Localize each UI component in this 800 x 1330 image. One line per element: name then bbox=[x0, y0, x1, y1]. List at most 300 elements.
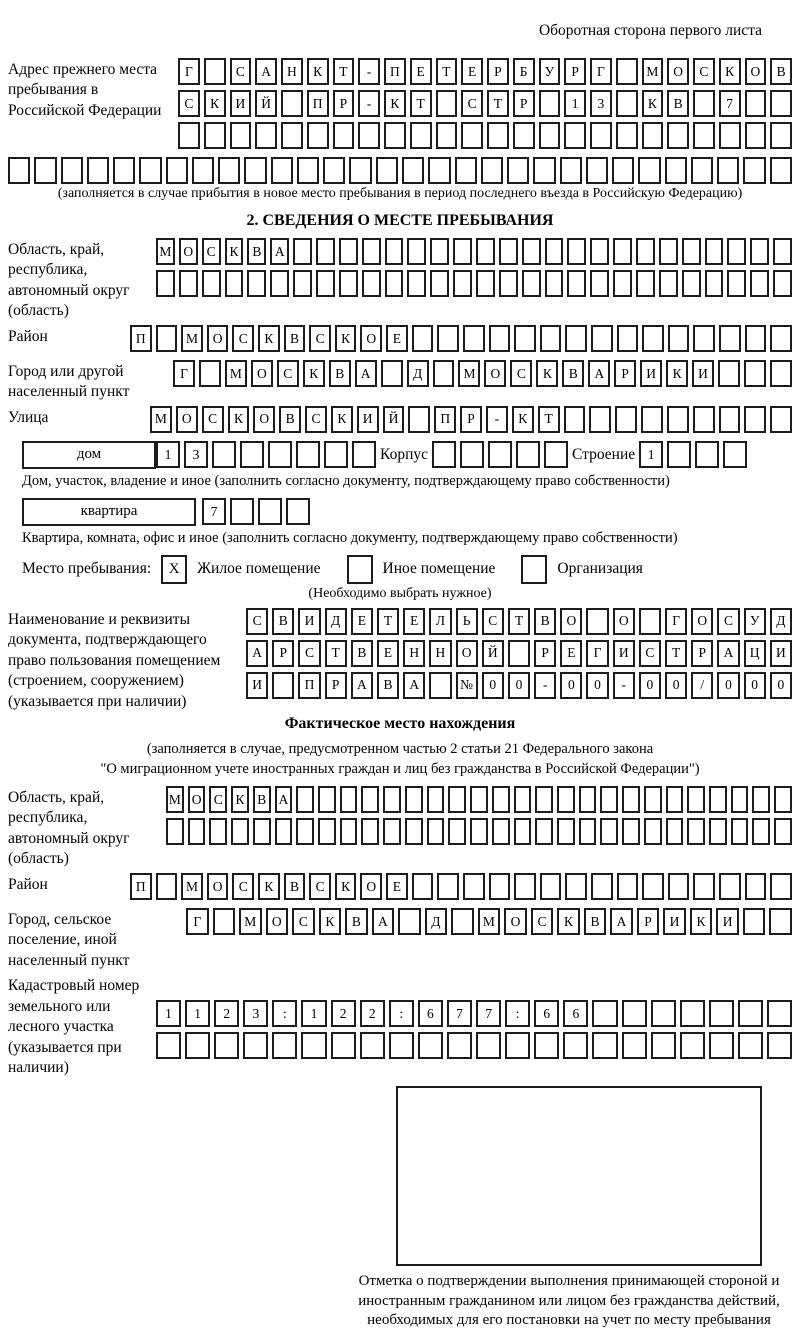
char-cell[interactable] bbox=[745, 325, 767, 352]
char-cell[interactable] bbox=[34, 157, 56, 184]
char-cell[interactable] bbox=[361, 818, 379, 845]
char-cell[interactable]: К bbox=[719, 58, 741, 85]
char-cell[interactable]: Е bbox=[351, 608, 373, 635]
char-cell[interactable] bbox=[557, 818, 575, 845]
char-cell[interactable] bbox=[507, 157, 529, 184]
char-cell[interactable]: Т bbox=[508, 608, 530, 635]
char-cell[interactable] bbox=[564, 122, 586, 149]
char-cell[interactable] bbox=[616, 58, 638, 85]
char-cell[interactable] bbox=[489, 325, 511, 352]
char-cell[interactable] bbox=[579, 818, 597, 845]
char-cell[interactable] bbox=[539, 90, 561, 117]
char-cell[interactable]: П bbox=[298, 672, 320, 699]
char-cell[interactable]: 2 bbox=[360, 1000, 385, 1027]
char-cell[interactable]: В bbox=[345, 908, 368, 935]
char-cell[interactable] bbox=[693, 122, 715, 149]
char-cell[interactable]: К bbox=[258, 325, 280, 352]
char-cell[interactable]: М bbox=[181, 325, 203, 352]
char-cell[interactable]: А bbox=[270, 238, 289, 265]
char-cell[interactable]: О bbox=[667, 58, 689, 85]
char-cell[interactable] bbox=[437, 325, 459, 352]
char-cell[interactable] bbox=[651, 1032, 676, 1059]
char-cell[interactable] bbox=[412, 325, 434, 352]
char-cell[interactable]: К bbox=[666, 360, 688, 387]
char-cell[interactable] bbox=[667, 406, 689, 433]
char-cell[interactable]: М bbox=[642, 58, 664, 85]
char-cell[interactable] bbox=[204, 58, 226, 85]
char-cell[interactable]: Т bbox=[665, 640, 687, 667]
char-cell[interactable] bbox=[429, 672, 451, 699]
char-cell[interactable]: В bbox=[284, 873, 306, 900]
char-cell[interactable] bbox=[773, 238, 792, 265]
char-cell[interactable] bbox=[448, 818, 466, 845]
char-cell[interactable]: 0 bbox=[508, 672, 530, 699]
char-cell[interactable]: С bbox=[178, 90, 200, 117]
char-cell[interactable] bbox=[487, 122, 509, 149]
char-cell[interactable] bbox=[192, 157, 214, 184]
char-cell[interactable]: 3 bbox=[590, 90, 612, 117]
char-cell[interactable] bbox=[8, 157, 30, 184]
char-cell[interactable] bbox=[770, 406, 792, 433]
char-cell[interactable]: Р bbox=[333, 90, 355, 117]
char-cell[interactable] bbox=[275, 818, 293, 845]
char-cell[interactable] bbox=[202, 270, 221, 297]
char-cell[interactable]: П bbox=[384, 58, 406, 85]
char-cell[interactable]: В bbox=[279, 406, 301, 433]
char-cell[interactable]: В bbox=[377, 672, 399, 699]
char-cell[interactable] bbox=[331, 1032, 356, 1059]
char-cell[interactable] bbox=[513, 122, 535, 149]
char-cell[interactable] bbox=[499, 270, 518, 297]
char-cell[interactable] bbox=[514, 325, 536, 352]
char-cell[interactable]: Р bbox=[614, 360, 636, 387]
char-cell[interactable]: О bbox=[484, 360, 506, 387]
char-cell[interactable]: Р bbox=[513, 90, 535, 117]
char-cell[interactable] bbox=[307, 122, 329, 149]
char-cell[interactable] bbox=[349, 157, 371, 184]
char-cell[interactable] bbox=[453, 270, 472, 297]
char-cell[interactable]: К bbox=[384, 90, 406, 117]
char-cell[interactable]: О bbox=[253, 406, 275, 433]
char-cell[interactable] bbox=[590, 122, 612, 149]
char-cell[interactable] bbox=[508, 640, 530, 667]
char-cell[interactable]: Т bbox=[333, 58, 355, 85]
char-cell[interactable] bbox=[243, 1032, 268, 1059]
char-cell[interactable] bbox=[230, 498, 254, 525]
char-cell[interactable]: 7 bbox=[719, 90, 741, 117]
char-cell[interactable] bbox=[642, 122, 664, 149]
char-cell[interactable] bbox=[723, 441, 747, 468]
char-cell[interactable] bbox=[476, 270, 495, 297]
char-cell[interactable]: Й bbox=[383, 406, 405, 433]
char-cell[interactable] bbox=[744, 360, 766, 387]
char-cell[interactable] bbox=[522, 238, 541, 265]
char-cell[interactable] bbox=[398, 908, 421, 935]
char-cell[interactable] bbox=[166, 157, 188, 184]
char-cell[interactable] bbox=[659, 238, 678, 265]
char-cell[interactable] bbox=[340, 818, 358, 845]
stay-option-organization-checkbox[interactable] bbox=[521, 555, 547, 584]
char-cell[interactable] bbox=[565, 873, 587, 900]
char-cell[interactable] bbox=[362, 270, 381, 297]
char-cell[interactable] bbox=[567, 238, 586, 265]
char-cell[interactable]: А bbox=[610, 908, 633, 935]
char-cell[interactable] bbox=[361, 786, 379, 813]
char-cell[interactable] bbox=[665, 157, 687, 184]
char-cell[interactable]: Е bbox=[386, 325, 408, 352]
char-cell[interactable] bbox=[463, 325, 485, 352]
char-cell[interactable] bbox=[514, 818, 532, 845]
char-cell[interactable]: С bbox=[232, 325, 254, 352]
char-cell[interactable] bbox=[247, 270, 266, 297]
char-cell[interactable]: И bbox=[230, 90, 252, 117]
char-cell[interactable] bbox=[323, 157, 345, 184]
char-cell[interactable]: Г bbox=[178, 58, 200, 85]
char-cell[interactable] bbox=[563, 1032, 588, 1059]
char-cell[interactable] bbox=[535, 818, 553, 845]
char-cell[interactable] bbox=[639, 608, 661, 635]
char-cell[interactable]: О bbox=[360, 873, 382, 900]
char-cell[interactable] bbox=[717, 157, 739, 184]
char-cell[interactable] bbox=[727, 238, 746, 265]
char-cell[interactable] bbox=[545, 270, 564, 297]
char-cell[interactable] bbox=[659, 270, 678, 297]
char-cell[interactable] bbox=[360, 1032, 385, 1059]
char-cell[interactable] bbox=[743, 157, 765, 184]
char-cell[interactable] bbox=[407, 238, 426, 265]
char-cell[interactable] bbox=[682, 270, 701, 297]
char-cell[interactable] bbox=[709, 1032, 734, 1059]
char-cell[interactable]: А bbox=[588, 360, 610, 387]
char-cell[interactable] bbox=[432, 441, 456, 468]
char-cell[interactable]: С bbox=[209, 786, 227, 813]
char-cell[interactable] bbox=[770, 325, 792, 352]
char-cell[interactable]: Ь bbox=[456, 608, 478, 635]
char-cell[interactable]: 0 bbox=[744, 672, 766, 699]
char-cell[interactable] bbox=[738, 1000, 763, 1027]
char-cell[interactable] bbox=[590, 238, 609, 265]
char-cell[interactable]: 2 bbox=[331, 1000, 356, 1027]
char-cell[interactable]: 1 bbox=[185, 1000, 210, 1027]
char-cell[interactable] bbox=[612, 157, 634, 184]
char-cell[interactable] bbox=[212, 441, 236, 468]
char-cell[interactable]: 7 bbox=[447, 1000, 472, 1027]
char-cell[interactable] bbox=[316, 238, 335, 265]
char-cell[interactable]: В bbox=[534, 608, 556, 635]
char-cell[interactable] bbox=[447, 1032, 472, 1059]
char-cell[interactable]: И bbox=[692, 360, 714, 387]
char-cell[interactable]: П bbox=[130, 873, 152, 900]
char-cell[interactable]: 7 bbox=[202, 498, 226, 525]
char-cell[interactable] bbox=[774, 786, 792, 813]
char-cell[interactable]: К bbox=[225, 238, 244, 265]
char-cell[interactable]: О bbox=[456, 640, 478, 667]
char-cell[interactable]: В bbox=[272, 608, 294, 635]
char-cell[interactable] bbox=[301, 1032, 326, 1059]
char-cell[interactable] bbox=[592, 1032, 617, 1059]
char-cell[interactable] bbox=[666, 818, 684, 845]
char-cell[interactable] bbox=[668, 325, 690, 352]
char-cell[interactable] bbox=[463, 873, 485, 900]
char-cell[interactable]: В bbox=[351, 640, 373, 667]
char-cell[interactable]: О bbox=[179, 238, 198, 265]
char-cell[interactable]: Е bbox=[560, 640, 582, 667]
char-cell[interactable] bbox=[752, 818, 770, 845]
char-cell[interactable]: Н bbox=[281, 58, 303, 85]
char-cell[interactable] bbox=[231, 818, 249, 845]
char-cell[interactable]: Л bbox=[429, 608, 451, 635]
char-cell[interactable] bbox=[745, 122, 767, 149]
char-cell[interactable] bbox=[535, 786, 553, 813]
char-cell[interactable] bbox=[318, 818, 336, 845]
char-cell[interactable] bbox=[156, 873, 178, 900]
char-cell[interactable] bbox=[340, 786, 358, 813]
char-cell[interactable] bbox=[745, 90, 767, 117]
char-cell[interactable] bbox=[693, 406, 715, 433]
char-cell[interactable]: Г bbox=[173, 360, 195, 387]
char-cell[interactable]: Р bbox=[637, 908, 660, 935]
char-cell[interactable] bbox=[476, 238, 495, 265]
char-cell[interactable]: П bbox=[434, 406, 456, 433]
char-cell[interactable] bbox=[770, 360, 792, 387]
char-cell[interactable]: М bbox=[156, 238, 175, 265]
char-cell[interactable]: О bbox=[188, 786, 206, 813]
char-cell[interactable] bbox=[567, 270, 586, 297]
char-cell[interactable] bbox=[293, 238, 312, 265]
char-cell[interactable] bbox=[560, 157, 582, 184]
char-cell[interactable]: О bbox=[504, 908, 527, 935]
char-cell[interactable]: М bbox=[458, 360, 480, 387]
char-cell[interactable]: О bbox=[691, 608, 713, 635]
char-cell[interactable] bbox=[383, 818, 401, 845]
char-cell[interactable] bbox=[402, 157, 424, 184]
char-cell[interactable]: Т bbox=[538, 406, 560, 433]
char-cell[interactable]: К bbox=[258, 873, 280, 900]
char-cell[interactable]: А bbox=[255, 58, 277, 85]
char-cell[interactable]: К bbox=[204, 90, 226, 117]
char-cell[interactable]: Ц bbox=[744, 640, 766, 667]
char-cell[interactable]: Д bbox=[325, 608, 347, 635]
char-cell[interactable]: У bbox=[744, 608, 766, 635]
char-cell[interactable]: А bbox=[351, 672, 373, 699]
char-cell[interactable] bbox=[488, 441, 512, 468]
char-cell[interactable]: 1 bbox=[639, 441, 663, 468]
char-cell[interactable] bbox=[499, 238, 518, 265]
char-cell[interactable] bbox=[691, 157, 713, 184]
char-cell[interactable]: К bbox=[335, 325, 357, 352]
char-cell[interactable]: А bbox=[372, 908, 395, 935]
char-cell[interactable] bbox=[166, 818, 184, 845]
char-cell[interactable] bbox=[769, 908, 792, 935]
char-cell[interactable] bbox=[590, 270, 609, 297]
char-cell[interactable] bbox=[470, 786, 488, 813]
char-cell[interactable] bbox=[767, 1000, 792, 1027]
char-cell[interactable]: Н bbox=[429, 640, 451, 667]
char-cell[interactable] bbox=[731, 818, 749, 845]
char-cell[interactable]: Т bbox=[410, 90, 432, 117]
char-cell[interactable] bbox=[773, 270, 792, 297]
char-cell[interactable]: 0 bbox=[717, 672, 739, 699]
char-cell[interactable] bbox=[774, 818, 792, 845]
char-cell[interactable]: К bbox=[512, 406, 534, 433]
char-cell[interactable]: А bbox=[355, 360, 377, 387]
char-cell[interactable] bbox=[533, 157, 555, 184]
char-cell[interactable]: : bbox=[389, 1000, 414, 1027]
char-cell[interactable]: 0 bbox=[665, 672, 687, 699]
char-cell[interactable]: И bbox=[298, 608, 320, 635]
char-cell[interactable] bbox=[705, 238, 724, 265]
char-cell[interactable] bbox=[745, 873, 767, 900]
char-cell[interactable] bbox=[770, 873, 792, 900]
char-cell[interactable]: Н bbox=[403, 640, 425, 667]
char-cell[interactable] bbox=[255, 122, 277, 149]
char-cell[interactable] bbox=[489, 873, 511, 900]
char-cell[interactable]: - bbox=[486, 406, 508, 433]
char-cell[interactable] bbox=[451, 908, 474, 935]
char-cell[interactable] bbox=[230, 122, 252, 149]
char-cell[interactable] bbox=[433, 360, 455, 387]
char-cell[interactable] bbox=[767, 1032, 792, 1059]
char-cell[interactable]: Т bbox=[325, 640, 347, 667]
char-cell[interactable]: В bbox=[284, 325, 306, 352]
char-cell[interactable] bbox=[407, 270, 426, 297]
char-cell[interactable] bbox=[460, 441, 484, 468]
char-cell[interactable]: Р bbox=[487, 58, 509, 85]
char-cell[interactable]: К bbox=[228, 406, 250, 433]
char-cell[interactable] bbox=[324, 441, 348, 468]
char-cell[interactable] bbox=[540, 325, 562, 352]
char-cell[interactable] bbox=[268, 441, 292, 468]
char-cell[interactable]: В bbox=[562, 360, 584, 387]
char-cell[interactable] bbox=[770, 157, 792, 184]
char-cell[interactable] bbox=[616, 90, 638, 117]
char-cell[interactable] bbox=[557, 786, 575, 813]
char-cell[interactable] bbox=[213, 908, 236, 935]
char-cell[interactable]: М bbox=[478, 908, 501, 935]
char-cell[interactable]: О bbox=[745, 58, 767, 85]
char-cell[interactable]: К bbox=[690, 908, 713, 935]
char-cell[interactable] bbox=[667, 122, 689, 149]
char-cell[interactable]: С bbox=[305, 406, 327, 433]
char-cell[interactable] bbox=[492, 786, 510, 813]
char-cell[interactable] bbox=[272, 672, 294, 699]
char-cell[interactable] bbox=[667, 441, 691, 468]
char-cell[interactable]: - bbox=[358, 90, 380, 117]
char-cell[interactable]: А bbox=[717, 640, 739, 667]
char-cell[interactable]: М bbox=[225, 360, 247, 387]
char-cell[interactable]: С bbox=[232, 873, 254, 900]
char-cell[interactable]: А bbox=[246, 640, 268, 667]
char-cell[interactable]: Е bbox=[461, 58, 483, 85]
char-cell[interactable]: И bbox=[770, 640, 792, 667]
char-cell[interactable] bbox=[383, 786, 401, 813]
char-cell[interactable]: О bbox=[251, 360, 273, 387]
char-cell[interactable] bbox=[381, 360, 403, 387]
char-cell[interactable]: 6 bbox=[534, 1000, 559, 1027]
char-cell[interactable]: 1 bbox=[156, 441, 180, 468]
char-cell[interactable] bbox=[514, 873, 536, 900]
char-cell[interactable] bbox=[218, 157, 240, 184]
char-cell[interactable]: К bbox=[319, 908, 342, 935]
char-cell[interactable] bbox=[113, 157, 135, 184]
char-cell[interactable] bbox=[244, 157, 266, 184]
char-cell[interactable]: О bbox=[207, 873, 229, 900]
char-cell[interactable] bbox=[61, 157, 83, 184]
char-cell[interactable] bbox=[258, 498, 282, 525]
char-cell[interactable] bbox=[389, 1032, 414, 1059]
char-cell[interactable]: Т bbox=[436, 58, 458, 85]
char-cell[interactable] bbox=[405, 818, 423, 845]
char-cell[interactable] bbox=[339, 238, 358, 265]
char-cell[interactable] bbox=[272, 1032, 297, 1059]
char-cell[interactable]: О bbox=[360, 325, 382, 352]
char-cell[interactable]: С bbox=[639, 640, 661, 667]
char-cell[interactable]: И bbox=[357, 406, 379, 433]
char-cell[interactable]: : bbox=[505, 1000, 530, 1027]
char-cell[interactable] bbox=[281, 90, 303, 117]
char-cell[interactable] bbox=[293, 270, 312, 297]
char-cell[interactable] bbox=[385, 238, 404, 265]
char-cell[interactable]: П bbox=[307, 90, 329, 117]
char-cell[interactable] bbox=[286, 498, 310, 525]
char-cell[interactable]: С bbox=[717, 608, 739, 635]
char-cell[interactable] bbox=[505, 1032, 530, 1059]
char-cell[interactable] bbox=[617, 873, 639, 900]
char-cell[interactable] bbox=[641, 406, 663, 433]
char-cell[interactable] bbox=[87, 157, 109, 184]
char-cell[interactable]: 0 bbox=[586, 672, 608, 699]
char-cell[interactable] bbox=[682, 238, 701, 265]
char-cell[interactable] bbox=[719, 406, 741, 433]
char-cell[interactable]: - bbox=[358, 58, 380, 85]
char-cell[interactable] bbox=[540, 873, 562, 900]
char-cell[interactable] bbox=[448, 786, 466, 813]
char-cell[interactable] bbox=[352, 441, 376, 468]
char-cell[interactable] bbox=[296, 818, 314, 845]
char-cell[interactable] bbox=[178, 122, 200, 149]
stay-option-other-premises-checkbox[interactable] bbox=[347, 555, 373, 584]
char-cell[interactable]: С bbox=[202, 406, 224, 433]
char-cell[interactable]: Г bbox=[590, 58, 612, 85]
char-cell[interactable] bbox=[651, 1000, 676, 1027]
char-cell[interactable]: Р bbox=[564, 58, 586, 85]
char-cell[interactable]: С bbox=[510, 360, 532, 387]
char-cell[interactable] bbox=[362, 238, 381, 265]
char-cell[interactable] bbox=[615, 406, 637, 433]
char-cell[interactable] bbox=[385, 270, 404, 297]
char-cell[interactable] bbox=[613, 238, 632, 265]
char-cell[interactable] bbox=[591, 873, 613, 900]
char-cell[interactable] bbox=[564, 406, 586, 433]
char-cell[interactable]: Д bbox=[770, 608, 792, 635]
char-cell[interactable]: Р bbox=[691, 640, 713, 667]
char-cell[interactable] bbox=[339, 270, 358, 297]
char-cell[interactable] bbox=[139, 157, 161, 184]
char-cell[interactable]: М bbox=[181, 873, 203, 900]
char-cell[interactable] bbox=[591, 325, 613, 352]
char-cell[interactable] bbox=[613, 270, 632, 297]
char-cell[interactable] bbox=[687, 818, 705, 845]
char-cell[interactable]: 3 bbox=[243, 1000, 268, 1027]
char-cell[interactable]: Т bbox=[377, 608, 399, 635]
char-cell[interactable]: О bbox=[176, 406, 198, 433]
char-cell[interactable]: 0 bbox=[560, 672, 582, 699]
char-cell[interactable]: В bbox=[253, 786, 271, 813]
char-cell[interactable]: Е bbox=[410, 58, 432, 85]
char-cell[interactable]: Й bbox=[482, 640, 504, 667]
char-cell[interactable]: С bbox=[531, 908, 554, 935]
char-cell[interactable] bbox=[405, 786, 423, 813]
